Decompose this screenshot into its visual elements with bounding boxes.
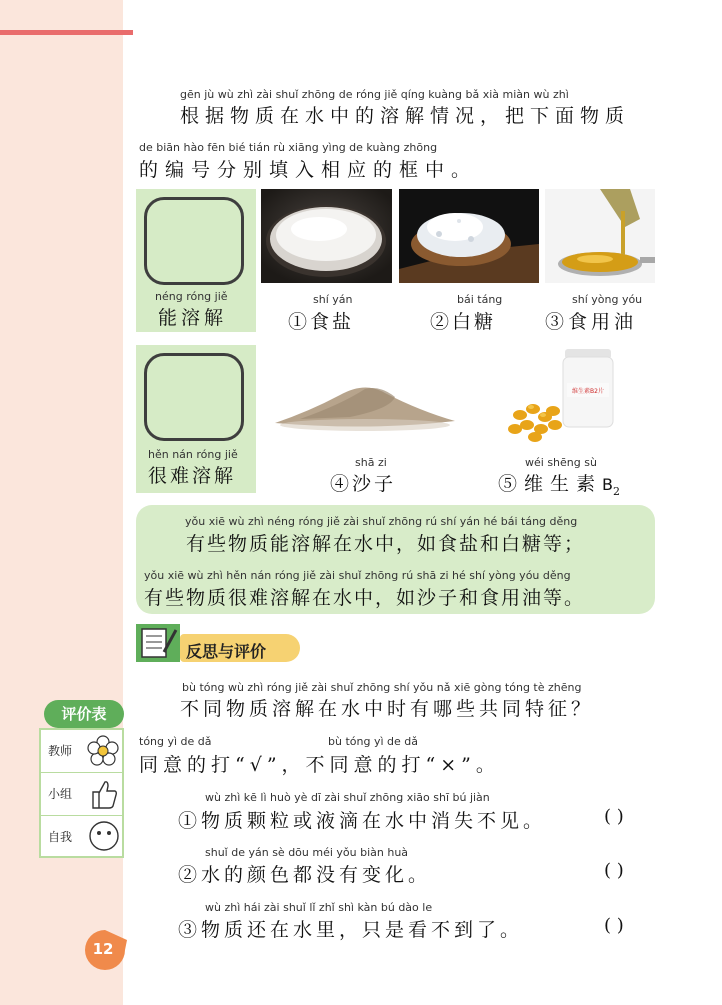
top-accent-bar <box>0 30 133 35</box>
item1-label: ①食盐 <box>288 311 355 333</box>
statement1-pinyin: wù zhì kē lì huò yè dī zài shuǐ zhōng xiāo shī bú jiàn <box>205 791 490 804</box>
note-line2-pinyin: yǒu xiē wù zhì hěn nán róng jiě zài shuǐ zhōng rú shā zi hé shí yòng yóu děng <box>144 569 571 582</box>
statement2-text: ②水的颜色都没有变化。 <box>178 864 432 886</box>
statement1-answer-box[interactable]: ( ) <box>604 806 624 827</box>
statement1-text: ①物质颗粒或液滴在水中消失不见。 <box>178 810 547 832</box>
statement3-pinyin: wù zhì hái zài shuǐ lǐ zhǐ shì kàn bú dào le <box>205 901 433 914</box>
intro-line1: 根据物质在水中的溶解情况，把下面物质 <box>180 105 631 127</box>
sugar-image <box>399 189 539 283</box>
can-dissolve-answer-frame[interactable] <box>144 197 244 285</box>
item3-pinyin: shí yòng yóu <box>572 293 643 306</box>
hard-dissolve-answer-frame[interactable] <box>144 353 244 441</box>
instruction-pinyin-b: bù tóng yì de dǎ <box>328 735 418 748</box>
salt-image <box>261 189 392 283</box>
item1-pinyin: shí yán <box>313 293 353 306</box>
vitamin-bottle-label: 维生素B2片 <box>572 388 604 395</box>
can-dissolve-box <box>136 189 256 332</box>
sand-image <box>270 365 460 440</box>
eval-row-self[interactable] <box>41 816 122 858</box>
eval-row-group[interactable] <box>41 773 122 816</box>
note-line1-pinyin: yǒu xiē wù zhì néng róng jiě zài shuǐ zhōng rú shí yán hé bái táng děng <box>185 515 578 528</box>
question-pinyin: bù tóng wù zhì róng jiě zài shuǐ zhōng shí yǒu nǎ xiē gòng tóng tè zhēng <box>182 681 582 694</box>
smiley-icon <box>88 820 120 856</box>
eval-row-label: 教师 <box>48 744 73 758</box>
item3-label: ③食用油 <box>545 311 638 333</box>
instruction-pinyin-a: tóng yì de dǎ <box>139 735 212 748</box>
item2-label: ②白糖 <box>430 311 497 333</box>
flower-icon <box>87 735 119 771</box>
instruction-text: 同意的打“√”，不同意的打“×”。 <box>139 754 500 776</box>
statement3-answer-box[interactable]: ( ) <box>604 915 624 936</box>
can-dissolve-label: 能溶解 <box>158 307 228 329</box>
page-number-badge <box>83 928 127 972</box>
note-line1: 有些物质能溶解在水中，如食盐和白糖等； <box>186 533 586 555</box>
question-text: 不同物质溶解在水中时有哪些共同特征？ <box>180 698 595 720</box>
hard-dissolve-label: 很难溶解 <box>148 465 237 487</box>
eval-table-title: 评价表 <box>44 700 124 728</box>
intro-line1-pinyin: gēn jù wù zhì zài shuǐ zhōng de róng jiě qíng kuàng bǎ xià miàn wù zhì <box>180 88 569 101</box>
reflect-title: 反思与评价 <box>186 642 267 661</box>
eval-row-label: 小组 <box>48 787 73 801</box>
eval-row-label: 自我 <box>48 830 73 844</box>
vitamin-b2-image <box>505 345 620 445</box>
item2-pinyin: bái táng <box>457 293 503 306</box>
page-number: 12 <box>92 940 114 958</box>
statement2-pinyin: shuǐ de yán sè dōu méi yǒu biàn huà <box>205 846 409 859</box>
hard-dissolve-box <box>136 345 256 493</box>
eval-row-teacher[interactable] <box>41 730 122 773</box>
can-dissolve-pinyin: néng róng jiě <box>155 290 228 303</box>
intro-line2: 的编号分别填入相应的框中。 <box>139 159 478 181</box>
intro-line2-pinyin: de biān hào fēn bié tián rù xiāng yìng de kuàng zhōng <box>139 141 438 154</box>
notebook-icon <box>136 624 180 662</box>
eval-table <box>39 728 124 858</box>
statement3-text: ③物质还在水里，只是看不到了。 <box>178 919 524 941</box>
hard-dissolve-pinyin: hěn nán róng jiě <box>148 448 238 461</box>
note-line2: 有些物质很难溶解在水中，如沙子和食用油等。 <box>144 587 586 609</box>
statement2-answer-box[interactable]: ( ) <box>604 860 624 881</box>
item4-label: ④沙子 <box>330 473 397 495</box>
thumbs-up-icon <box>89 778 119 814</box>
item5-pinyin: wéi shēng sù <box>525 456 597 469</box>
item4-pinyin: shā zi <box>355 456 387 469</box>
cooking-oil-image <box>545 189 655 283</box>
item5-label: ⑤维生素$B_2$ <box>498 473 621 498</box>
